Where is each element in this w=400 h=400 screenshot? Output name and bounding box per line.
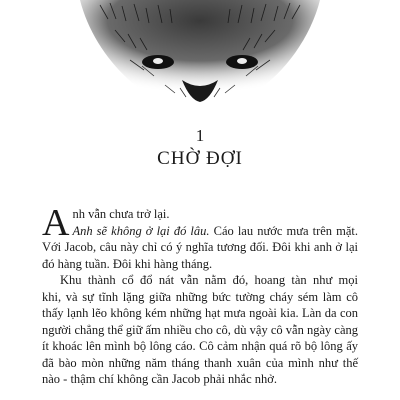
italic-quote: Anh sẽ không ở lại đó lâu.	[72, 223, 210, 238]
paragraph-2-line-1: Cáo lau nước mưa trên mặt.	[209, 223, 358, 238]
paragraph-1-text: nh vẫn chưa trở lại.	[72, 207, 170, 221]
paragraph-3-line-6: đã bào mòn những năm tháng thanh xuân của mình như thế	[42, 355, 358, 370]
paragraph-3	[42, 272, 358, 388]
paragraph-3-line-1: Khu thành cổ đổ nát vẫn nằm đó, hoang tàn như mọi	[60, 273, 358, 287]
body-text	[42, 202, 358, 388]
paragraph-2-cont	[42, 239, 358, 272]
paragraph-2-line-2: Với Jacob, câu này chỉ có ý nghĩa tương đối. Đôi khi anh ở lại	[42, 240, 358, 254]
paragraph-3-line-3: thấy lạnh lẽo không kém những hạt mưa ngoài kia. Làn da con	[42, 306, 358, 320]
paragraph-3-line-7: nào - thậm chí không cần Jacob phải nhắc nhở.	[42, 372, 278, 386]
paragraph-3-line-4: người chẳng thể giữ ấm nhiều cho cô, dù vậy cô vẫn ngày càng	[42, 322, 358, 337]
drop-cap: A	[42, 202, 70, 244]
chapter-title: CHỜ ĐỢI	[157, 148, 243, 169]
paragraph-3-line-5: ít khoác lên mình bộ lông cáo. Cô cảm nhận quá rõ bộ lông ấy	[42, 339, 358, 353]
wolf-face-illustration	[70, 0, 330, 108]
paragraph-3-line-2: khi, và sự tĩnh lặng giữa những bức tường cháy sém làm cô	[42, 289, 358, 304]
chapter-number: 1	[195, 126, 205, 145]
paragraph-2-line-3: đó hàng tuần. Đôi khi hàng tháng.	[42, 256, 213, 271]
paragraph-2	[42, 223, 358, 240]
